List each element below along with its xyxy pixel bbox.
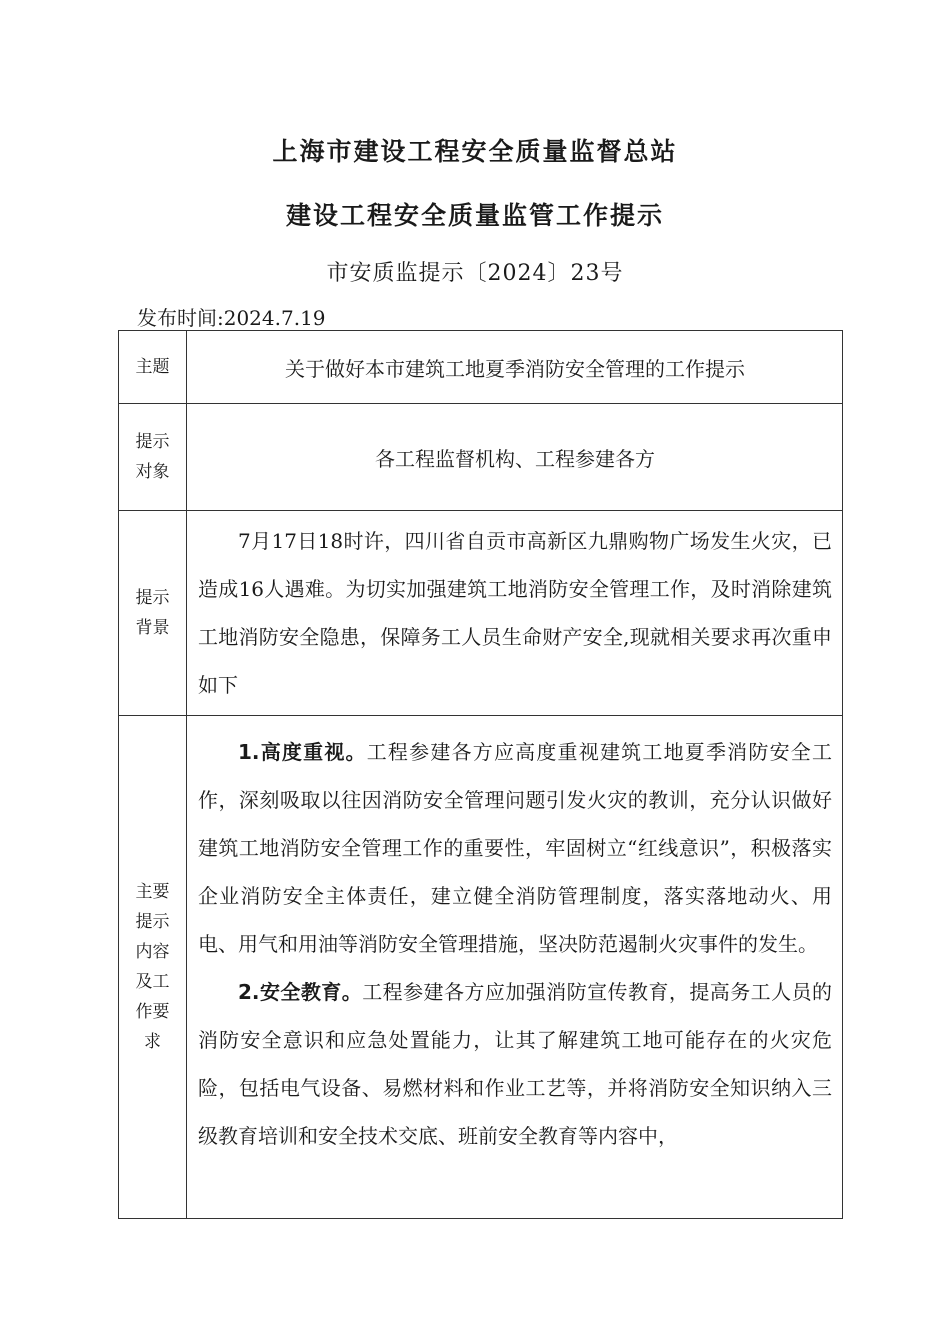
requirements-row [119,716,843,1219]
target-row [119,404,843,511]
requirement-item [198,728,832,968]
requirements-cell [187,716,843,1219]
requirement-item [198,968,832,1160]
requirement-heading: 1.高度重视。 [238,740,367,764]
subject-label: 主题 [119,331,187,404]
background-cell [187,511,843,716]
background-text: 7月17日18时许，四川省自贡市高新区九鼎购物广场发生火灾，已造成16人遇难。为切实加强建筑工地消防安全管理工作，及时消除建筑工地消防安全隐患，保障务工人员生命财产安全,现就相关要求再次重申如下 [198,529,832,697]
subject-row [119,331,843,404]
target-label: 提示对象 [119,404,187,511]
publish-date: 发布时间:2024.7.19 [137,306,326,330]
target-value: 各工程监督机构、工程参建各方 [187,404,843,511]
background-label: 提示背景 [119,511,187,716]
background-row [119,511,843,716]
org-title: 上海市建设工程安全质量监督总站 [272,137,678,166]
subject-value: 关于做好本市建筑工地夏季消防安全管理的工作提示 [187,331,843,404]
document-number: 市安质监提示〔2024〕23号 [326,261,624,286]
requirements-label: 主要提示内容及工作要求 [119,716,187,1219]
document-title: 建设工程安全质量监管工作提示 [285,201,664,230]
notice-table [118,330,843,1219]
requirement-text: 工程参建各方应加强消防宣传教育，提高务工人员的消防安全意识和应急处置能力，让其了解建筑工地可能存在的火灾危险，包括电气设备、易燃材料和作业工艺等，并将消防安全知识纳入三级教育培训和安全技术交底、班前安全教育等内容中， [198,980,833,1148]
requirement-heading: 2.安全教育。 [238,980,363,1004]
requirement-text: 工程参建各方应高度重视建筑工地夏季消防安全工作，深刻吸取以往因消防安全管理问题引发火灾的教训，充分认识做好建筑工地消防安全管理工作的重要性，牢固树立“红线意识”，积极落实企业消防安全主体责任，建立健全消防管理制度，落实落地动火、用电、用气和用油等消防安全管理措施，坚决防范遏制火灾事件的发生。 [198,740,832,956]
